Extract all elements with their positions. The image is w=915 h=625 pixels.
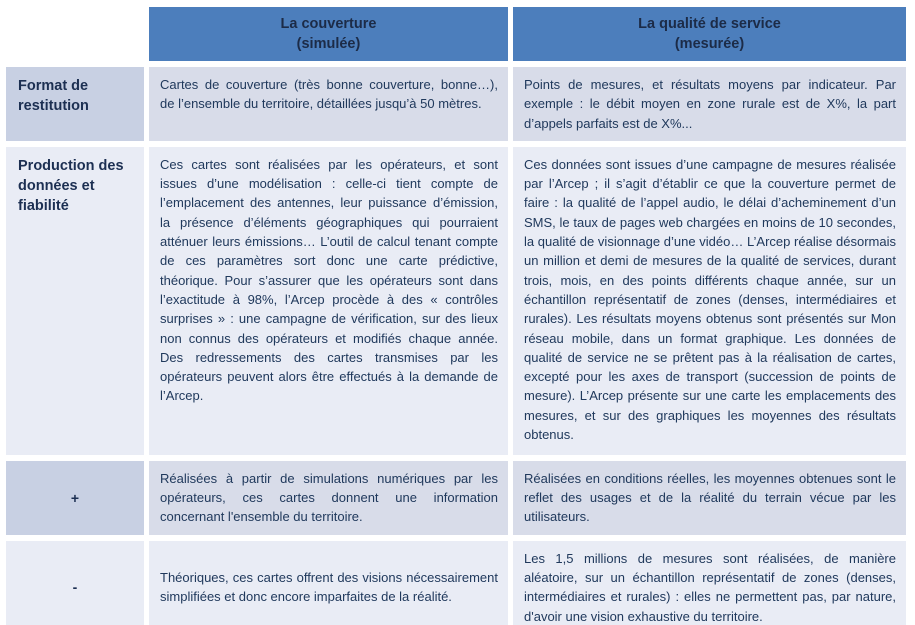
corner-empty-cell <box>6 7 144 61</box>
cell-format-quality: Points de mesures, et résultats moyens par indicateur. Par exemple : le débit moyen en zone rurale est de X%, la part d’appels parfaits est de X%... <box>513 67 906 141</box>
cell-minus-coverage: Théoriques, ces cartes offrent des visions nécessairement simplifiées et donc encore imparfaites de la réalité. <box>149 541 508 625</box>
col-header-coverage-title: La couverture <box>280 16 377 32</box>
table-row-plus <box>6 461 906 535</box>
row-label-minus: - <box>6 541 144 625</box>
col-header-quality <box>513 7 906 61</box>
col-header-coverage-subtitle: (simulée) <box>296 36 361 52</box>
row-label-plus: + <box>6 461 144 535</box>
header-row <box>6 7 906 61</box>
row-label-format-restitution: Format de restitution <box>6 67 144 141</box>
cell-minus-quality: Les 1,5 millions de mesures sont réalisées, de manière aléatoire, sur un échantillon représentatif de zones (denses, intermédiaires et rurales) : elles ne permettent pas, par nature, d'avoir une vision exhaustive du territoire. <box>513 541 906 625</box>
col-header-coverage <box>149 7 508 61</box>
table-row-minus <box>6 541 906 625</box>
cell-production-quality: Ces données sont issues d’une campagne de mesures réalisée par l’Arcep ; il s’agit d’établir ce que la couverture permet de faire : la qualité de l’appel audio, le délai d’acheminement d’un SMS, le taux de pages web chargées en moins de 10 secondes, la qualité de visionnage d’une vidéo… L’Arcep réalise désormais un million et demi de mesures de la qualité de services, durant trois, mois, en des points différents chaque année, sur un échantillon représentatif de zones (denses, intermédiaires et rurales). Les résultats moyens obtenus sont présentés sur Mon réseau mobile, dans un format graphique. Les données de qualité de service ne se prêtent pas à la réalisation de cartes, excepté pour les axes de transport (succession de points de mesure). L’Arcep présente sur une carte les emplacements des mesures, et sur des graphiques les moyennes des résultats obtenus. <box>513 147 906 455</box>
comparison-table <box>1 1 911 625</box>
table-row-production-donnees <box>6 147 906 455</box>
cell-production-coverage: Ces cartes sont réalisées par les opérateurs, et sont issues d’une modélisation : celle-ci tient compte de l’emplacement des antennes, leur puissance d’émission, la présence d’éléments géographiques qui pourraient atténuer leurs émissions… L’outil de calcul tenant compte de ces paramètres sort donc une carte prédictive, théorique. Pour s’assurer que les opérateurs sont dans l’exactitude à 98%, l’Arcep procède à des « contrôles surprises » : une campagne de vérification, sur des lieux non connus des opérateurs et modifiés chaque année. Des redressements des cartes transmises par les opérateurs peuvent alors être effectués à la demande de l’Arcep. <box>149 147 508 455</box>
table-row-format-restitution <box>6 67 906 141</box>
col-header-quality-subtitle: (mesurée) <box>674 36 745 52</box>
cell-plus-coverage: Réalisées à partir de simulations numériques par les opérateurs, ces cartes donnent une information concernant l'ensemble du territoire. <box>149 461 508 535</box>
col-header-quality-title: La qualité de service <box>638 16 781 32</box>
cell-plus-quality: Réalisées en conditions réelles, les moyennes obtenues sont le reflet des usages et de la réalité du terrain vécue par les utilisateurs. <box>513 461 906 535</box>
cell-format-coverage: Cartes de couverture (très bonne couverture, bonne…), de l’ensemble du territoire, détaillées jusqu’à 50 mètres. <box>149 67 508 141</box>
row-label-production-donnees: Production des données et fiabilité <box>6 147 144 455</box>
